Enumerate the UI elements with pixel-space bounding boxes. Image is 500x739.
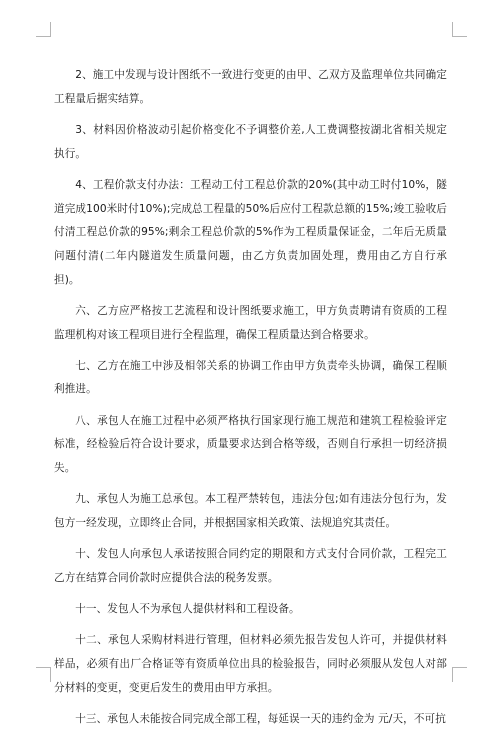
paragraph-clause-2: 2、施工中发现与设计图纸不一致进行变更的由甲、乙双方及监理单位共同确定工程量后据实结算。: [54, 69, 447, 105]
paragraph-clause-7: 七、乙方在施工中涉及相邻关系的协调工作由甲方负责牵头协调，确保工程顺利推进。: [54, 359, 447, 396]
paragraph-clause-4: 4、工程价款支付办法：工程动工付工程总价款的20%(其中动工时付10%，隧道完成100米时付10%);完成总工程量的50%后应付工程款总额的15%;竣工验收后付清工程总价款的95%;剩余工程总价款的5%作为工程质量保证金，二年后无质量问题付清(二年内隧道发生质量问题，由乙方负责加固处理，费用由乙方自行承担)。: [54, 178, 447, 286]
paragraph-clause-9: 九、承包人为施工总承包。本工程严禁转包，违法分包;如有违法分包行为，发包方一经发现，立即终止合同，并根据国家相关政策、法规追究其责任。: [54, 493, 447, 529]
paragraph-clause-13: 十三、承包人未能按合同完成全部工程，每延误一天的违约金为 元/天，不可抗: [75, 712, 446, 725]
paragraph-clause-6: 六、乙方应严格按工艺流程和设计图纸要求施工，甲方负责聘请有资质的工程监理机构对该工程项目进行全程监理，确保工程质量达到合格要求。: [54, 304, 447, 341]
paragraph-clause-10: 十、发包人向承包人承诺按照合同约定的期限和方式支付合同价款，工程完工乙方在结算合同价款时应提供合法的税务发票。: [54, 548, 447, 584]
paragraph-clause-11: 十一、发包人不为承包人提供材料和工程设备。: [75, 603, 300, 616]
paragraph-clause-8: 八、承包人在施工过程中必须严格执行国家现行施工规范和建筑工程检验评定标准，经检验后符合设计要求，质量要求达到合格等级，否则自行承担一切经济损失。: [54, 414, 447, 475]
crop-mark-top-left: [36, 22, 51, 37]
paragraph-clause-3: 3、材料因价格波动引起价格变化不予调整价差,人工费调整按湖北省相关规定执行。: [54, 123, 447, 160]
document-body: [54, 64, 447, 739]
crop-mark-top-right: [452, 22, 467, 37]
paragraph-clause-12: 十二、承包人采购材料进行管理，但材料必须先报告发包人许可，并提供材料样品，必须有出厂合格证等有资质单位出具的检验报告，同时必须服从发包人对部分材料的变更，变更后发生的费用由甲方承担。: [54, 634, 447, 694]
crop-mark-bottom-right: [452, 667, 467, 682]
crop-mark-bottom-left: [36, 667, 51, 682]
